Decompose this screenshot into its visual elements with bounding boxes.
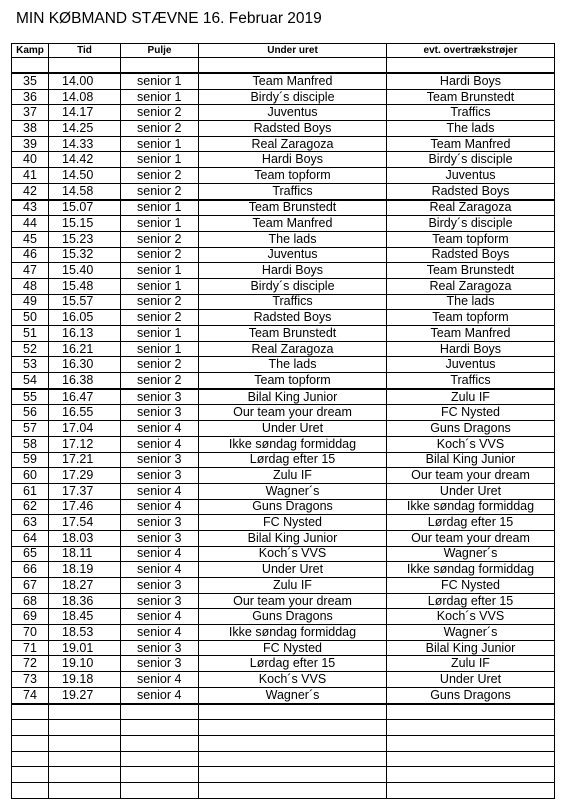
- cell-tid: 16.13: [49, 326, 121, 342]
- cell-kamp: 40: [12, 152, 49, 168]
- cell-kamp: 74: [12, 687, 49, 703]
- cell-pulje: senior 2: [121, 247, 199, 263]
- empty-cell: [12, 704, 49, 720]
- table-row: [12, 452, 555, 468]
- empty-cell: [199, 720, 387, 736]
- cell-overtraek: Real Zaragoza: [387, 200, 555, 216]
- header-kamp: Kamp: [12, 44, 49, 58]
- cell-pulje: senior 4: [121, 483, 199, 499]
- table-row: [12, 326, 555, 342]
- cell-pulje: senior 2: [121, 357, 199, 373]
- cell-overtraek: Guns Dragons: [387, 687, 555, 703]
- cell-overtraek: Wagner´s: [387, 546, 555, 562]
- cell-under-uret: Traffics: [199, 294, 387, 310]
- cell-overtraek: Bilal King Junior: [387, 452, 555, 468]
- cell-pulje: senior 2: [121, 105, 199, 121]
- cell-pulje: senior 1: [121, 216, 199, 232]
- cell-pulje: senior 2: [121, 168, 199, 184]
- empty-cell: [121, 751, 199, 767]
- cell-kamp: 61: [12, 483, 49, 499]
- cell-kamp: 55: [12, 389, 49, 405]
- cell-kamp: 37: [12, 105, 49, 121]
- cell-under-uret: Team topform: [199, 168, 387, 184]
- cell-kamp: 52: [12, 341, 49, 357]
- table-row: [12, 73, 555, 89]
- cell-under-uret: Ikke søndag formiddag: [199, 436, 387, 452]
- empty-cell: [49, 735, 121, 751]
- cell-under-uret: Our team your dream: [199, 405, 387, 421]
- empty-cell: [49, 767, 121, 783]
- cell-under-uret: Radsted Boys: [199, 310, 387, 326]
- cell-kamp: 70: [12, 625, 49, 641]
- empty-row: [12, 735, 555, 751]
- cell-under-uret: Birdy´s disciple: [199, 89, 387, 105]
- empty-cell: [387, 704, 555, 720]
- table-row: [12, 263, 555, 279]
- empty-cell: [387, 720, 555, 736]
- cell-kamp: 42: [12, 183, 49, 199]
- table-row: [12, 483, 555, 499]
- cell-pulje: senior 2: [121, 183, 199, 199]
- cell-kamp: 59: [12, 452, 49, 468]
- cell-overtraek: Juventus: [387, 357, 555, 373]
- cell-overtraek: The lads: [387, 294, 555, 310]
- table-row: [12, 436, 555, 452]
- table-row: [12, 499, 555, 515]
- cell-pulje: senior 3: [121, 640, 199, 656]
- cell-overtraek: Our team your dream: [387, 468, 555, 484]
- cell-tid: 18.19: [49, 562, 121, 578]
- cell-kamp: 39: [12, 136, 49, 152]
- empty-row: [12, 704, 555, 720]
- table-row: [12, 373, 555, 389]
- cell-kamp: 45: [12, 231, 49, 247]
- cell-kamp: 69: [12, 609, 49, 625]
- table-row: [12, 546, 555, 562]
- cell-under-uret: Real Zaragoza: [199, 341, 387, 357]
- table-row: [12, 562, 555, 578]
- table-row: [12, 389, 555, 405]
- cell-pulje: senior 2: [121, 231, 199, 247]
- cell-kamp: 72: [12, 656, 49, 672]
- cell-kamp: 49: [12, 294, 49, 310]
- cell-under-uret: Radsted Boys: [199, 121, 387, 137]
- cell-under-uret: Birdy´s disciple: [199, 278, 387, 294]
- cell-under-uret: Real Zaragoza: [199, 136, 387, 152]
- cell-kamp: 54: [12, 373, 49, 389]
- cell-overtraek: Hardi Boys: [387, 341, 555, 357]
- cell-under-uret: Team topform: [199, 373, 387, 389]
- cell-kamp: 50: [12, 310, 49, 326]
- cell-tid: 16.38: [49, 373, 121, 389]
- table-row: [12, 530, 555, 546]
- table-row: [12, 578, 555, 594]
- cell-pulje: senior 3: [121, 593, 199, 609]
- table-row: [12, 609, 555, 625]
- cell-kamp: 36: [12, 89, 49, 105]
- cell-pulje: senior 1: [121, 136, 199, 152]
- cell-overtraek: Team topform: [387, 231, 555, 247]
- empty-cell: [121, 767, 199, 783]
- schedule-table: [11, 43, 555, 799]
- table-row: [12, 405, 555, 421]
- table-row: [12, 625, 555, 641]
- cell-under-uret: Hardi Boys: [199, 152, 387, 168]
- cell-under-uret: Juventus: [199, 247, 387, 263]
- empty-cell: [387, 782, 555, 798]
- cell-under-uret: Lørdag efter 15: [199, 656, 387, 672]
- cell-under-uret: Wagner´s: [199, 483, 387, 499]
- cell-tid: 14.00: [49, 73, 121, 89]
- cell-under-uret: Koch´s VVS: [199, 672, 387, 688]
- cell-pulje: senior 1: [121, 89, 199, 105]
- cell-overtraek: Ikke søndag formiddag: [387, 499, 555, 515]
- cell-kamp: 73: [12, 672, 49, 688]
- cell-overtraek: Team topform: [387, 310, 555, 326]
- cell-pulje: senior 4: [121, 609, 199, 625]
- cell-kamp: 66: [12, 562, 49, 578]
- cell-pulje: senior 4: [121, 625, 199, 641]
- cell-overtraek: Traffics: [387, 105, 555, 121]
- cell-pulje: senior 1: [121, 152, 199, 168]
- cell-pulje: senior 3: [121, 389, 199, 405]
- cell-tid: 16.05: [49, 310, 121, 326]
- cell-tid: 14.58: [49, 183, 121, 199]
- empty-cell: [121, 720, 199, 736]
- empty-cell: [387, 735, 555, 751]
- cell-tid: 18.03: [49, 530, 121, 546]
- cell-kamp: 56: [12, 405, 49, 421]
- cell-overtraek: Radsted Boys: [387, 247, 555, 263]
- cell-pulje: senior 3: [121, 452, 199, 468]
- cell-kamp: 51: [12, 326, 49, 342]
- cell-tid: 15.23: [49, 231, 121, 247]
- empty-cell: [121, 782, 199, 798]
- cell-overtraek: FC Nysted: [387, 405, 555, 421]
- cell-pulje: senior 1: [121, 200, 199, 216]
- cell-kamp: 57: [12, 421, 49, 437]
- cell-overtraek: Wagner´s: [387, 625, 555, 641]
- cell-pulje: senior 4: [121, 687, 199, 703]
- table-row: [12, 216, 555, 232]
- cell-kamp: 46: [12, 247, 49, 263]
- cell-pulje: senior 4: [121, 546, 199, 562]
- table-row: [12, 231, 555, 247]
- cell-pulje: senior 3: [121, 515, 199, 531]
- cell-kamp: 62: [12, 499, 49, 515]
- cell-overtraek: Lørdag efter 15: [387, 515, 555, 531]
- table-row: [12, 200, 555, 216]
- cell-kamp: 71: [12, 640, 49, 656]
- empty-cell: [387, 767, 555, 783]
- cell-overtraek: Birdy´s disciple: [387, 152, 555, 168]
- cell-tid: 17.12: [49, 436, 121, 452]
- cell-tid: 17.04: [49, 421, 121, 437]
- empty-cell: [199, 704, 387, 720]
- table-row: [12, 656, 555, 672]
- cell-under-uret: Zulu IF: [199, 468, 387, 484]
- cell-kamp: 68: [12, 593, 49, 609]
- cell-tid: 16.21: [49, 341, 121, 357]
- cell-kamp: 67: [12, 578, 49, 594]
- cell-tid: 14.33: [49, 136, 121, 152]
- cell-kamp: 65: [12, 546, 49, 562]
- cell-tid: 14.25: [49, 121, 121, 137]
- cell-overtraek: Juventus: [387, 168, 555, 184]
- cell-tid: 14.17: [49, 105, 121, 121]
- header-pulje: Pulje: [121, 44, 199, 58]
- cell-kamp: 53: [12, 357, 49, 373]
- cell-overtraek: Guns Dragons: [387, 421, 555, 437]
- cell-overtraek: Under Uret: [387, 483, 555, 499]
- cell-pulje: senior 3: [121, 468, 199, 484]
- cell-overtraek: Lørdag efter 15: [387, 593, 555, 609]
- cell-pulje: senior 3: [121, 578, 199, 594]
- table-row: [12, 640, 555, 656]
- table-row: [12, 468, 555, 484]
- table-row: [12, 136, 555, 152]
- cell-tid: 15.40: [49, 263, 121, 279]
- cell-pulje: senior 1: [121, 73, 199, 89]
- cell-pulje: senior 1: [121, 341, 199, 357]
- cell-pulje: senior 3: [121, 656, 199, 672]
- cell-overtraek: Traffics: [387, 373, 555, 389]
- cell-under-uret: Ikke søndag formiddag: [199, 625, 387, 641]
- cell-tid: 16.30: [49, 357, 121, 373]
- empty-row: [12, 58, 555, 74]
- cell-tid: 15.48: [49, 278, 121, 294]
- cell-overtraek: Under Uret: [387, 672, 555, 688]
- cell-under-uret: Team Manfred: [199, 73, 387, 89]
- cell-under-uret: Team Manfred: [199, 216, 387, 232]
- cell-kamp: 64: [12, 530, 49, 546]
- cell-tid: 17.21: [49, 452, 121, 468]
- cell-under-uret: Guns Dragons: [199, 499, 387, 515]
- cell-pulje: senior 1: [121, 263, 199, 279]
- empty-cell: [12, 782, 49, 798]
- cell-kamp: 41: [12, 168, 49, 184]
- cell-tid: 15.15: [49, 216, 121, 232]
- cell-tid: 17.54: [49, 515, 121, 531]
- cell-tid: 19.01: [49, 640, 121, 656]
- cell-pulje: senior 1: [121, 278, 199, 294]
- table-row: [12, 152, 555, 168]
- cell-kamp: 58: [12, 436, 49, 452]
- cell-pulje: senior 4: [121, 436, 199, 452]
- empty-cell: [12, 720, 49, 736]
- table-row: [12, 310, 555, 326]
- cell-tid: 15.32: [49, 247, 121, 263]
- cell-pulje: senior 4: [121, 421, 199, 437]
- cell-pulje: senior 4: [121, 499, 199, 515]
- empty-cell: [199, 751, 387, 767]
- cell-overtraek: Our team your dream: [387, 530, 555, 546]
- cell-tid: 14.08: [49, 89, 121, 105]
- page-title: MIN KØBMAND STÆVNE 16. Februar 2019: [16, 10, 322, 27]
- cell-overtraek: Team Manfred: [387, 136, 555, 152]
- table-row: [12, 183, 555, 199]
- header-overtraek: evt. overtrækstrøjer: [387, 44, 555, 58]
- empty-cell: [199, 782, 387, 798]
- cell-overtraek: Zulu IF: [387, 389, 555, 405]
- cell-overtraek: The lads: [387, 121, 555, 137]
- cell-overtraek: Team Brunstedt: [387, 89, 555, 105]
- empty-cell: [121, 735, 199, 751]
- table-row: [12, 515, 555, 531]
- cell-kamp: 43: [12, 200, 49, 216]
- cell-under-uret: Koch´s VVS: [199, 546, 387, 562]
- cell-tid: 18.27: [49, 578, 121, 594]
- cell-overtraek: Team Brunstedt: [387, 263, 555, 279]
- empty-row: [12, 767, 555, 783]
- cell-under-uret: FC Nysted: [199, 640, 387, 656]
- cell-under-uret: FC Nysted: [199, 515, 387, 531]
- empty-row: [12, 782, 555, 798]
- table-row: [12, 168, 555, 184]
- header-under-uret: Under uret: [199, 44, 387, 58]
- empty-cell: [199, 767, 387, 783]
- cell-under-uret: Under Uret: [199, 562, 387, 578]
- empty-cell: [199, 735, 387, 751]
- table-row: [12, 89, 555, 105]
- cell-under-uret: Team Brunstedt: [199, 326, 387, 342]
- cell-pulje: senior 2: [121, 310, 199, 326]
- cell-tid: 18.45: [49, 609, 121, 625]
- cell-under-uret: Bilal King Junior: [199, 530, 387, 546]
- cell-under-uret: Our team your dream: [199, 593, 387, 609]
- cell-kamp: 47: [12, 263, 49, 279]
- cell-tid: 14.50: [49, 168, 121, 184]
- cell-tid: 15.07: [49, 200, 121, 216]
- cell-kamp: 63: [12, 515, 49, 531]
- cell-pulje: senior 1: [121, 326, 199, 342]
- cell-overtraek: Radsted Boys: [387, 183, 555, 199]
- cell-tid: 15.57: [49, 294, 121, 310]
- cell-overtraek: Hardi Boys: [387, 73, 555, 89]
- cell-under-uret: Under Uret: [199, 421, 387, 437]
- cell-overtraek: Birdy´s disciple: [387, 216, 555, 232]
- cell-under-uret: Guns Dragons: [199, 609, 387, 625]
- header-tid: Tid: [49, 44, 121, 58]
- empty-cell: [387, 751, 555, 767]
- empty-cell: [12, 751, 49, 767]
- cell-tid: 14.42: [49, 152, 121, 168]
- cell-overtraek: Koch´s VVS: [387, 436, 555, 452]
- cell-kamp: 35: [12, 73, 49, 89]
- cell-pulje: senior 4: [121, 672, 199, 688]
- table-row: [12, 247, 555, 263]
- cell-pulje: senior 2: [121, 294, 199, 310]
- table-row: [12, 341, 555, 357]
- cell-tid: 17.37: [49, 483, 121, 499]
- cell-tid: 19.27: [49, 687, 121, 703]
- empty-cell: [121, 704, 199, 720]
- empty-cell: [49, 720, 121, 736]
- cell-overtraek: Ikke søndag formiddag: [387, 562, 555, 578]
- cell-under-uret: Lørdag efter 15: [199, 452, 387, 468]
- cell-kamp: 38: [12, 121, 49, 137]
- table-row: [12, 672, 555, 688]
- table-row: [12, 687, 555, 703]
- cell-tid: 17.46: [49, 499, 121, 515]
- cell-pulje: senior 4: [121, 562, 199, 578]
- table-row: [12, 121, 555, 137]
- empty-row: [12, 720, 555, 736]
- empty-cell: [49, 751, 121, 767]
- cell-pulje: senior 2: [121, 121, 199, 137]
- cell-pulje: senior 3: [121, 530, 199, 546]
- cell-overtraek: FC Nysted: [387, 578, 555, 594]
- cell-tid: 19.10: [49, 656, 121, 672]
- cell-under-uret: Team Brunstedt: [199, 200, 387, 216]
- table-row: [12, 357, 555, 373]
- cell-under-uret: The lads: [199, 357, 387, 373]
- empty-cell: [49, 782, 121, 798]
- cell-kamp: 48: [12, 278, 49, 294]
- cell-overtraek: Koch´s VVS: [387, 609, 555, 625]
- cell-tid: 18.53: [49, 625, 121, 641]
- cell-tid: 16.55: [49, 405, 121, 421]
- cell-under-uret: Wagner´s: [199, 687, 387, 703]
- cell-kamp: 60: [12, 468, 49, 484]
- cell-under-uret: Traffics: [199, 183, 387, 199]
- table-row: [12, 294, 555, 310]
- cell-pulje: senior 2: [121, 373, 199, 389]
- cell-tid: 16.47: [49, 389, 121, 405]
- empty-cell: [49, 704, 121, 720]
- cell-tid: 18.11: [49, 546, 121, 562]
- cell-under-uret: Juventus: [199, 105, 387, 121]
- cell-pulje: senior 3: [121, 405, 199, 421]
- cell-overtraek: Bilal King Junior: [387, 640, 555, 656]
- cell-under-uret: The lads: [199, 231, 387, 247]
- cell-tid: 19.18: [49, 672, 121, 688]
- header-row: [12, 44, 555, 58]
- empty-cell: [12, 767, 49, 783]
- cell-overtraek: Real Zaragoza: [387, 278, 555, 294]
- cell-overtraek: Team Manfred: [387, 326, 555, 342]
- empty-row: [12, 751, 555, 767]
- cell-under-uret: Hardi Boys: [199, 263, 387, 279]
- cell-tid: 17.29: [49, 468, 121, 484]
- table-row: [12, 421, 555, 437]
- cell-tid: 18.36: [49, 593, 121, 609]
- empty-cell: [12, 735, 49, 751]
- table-row: [12, 278, 555, 294]
- cell-under-uret: Zulu IF: [199, 578, 387, 594]
- cell-kamp: 44: [12, 216, 49, 232]
- table-row: [12, 593, 555, 609]
- cell-under-uret: Bilal King Junior: [199, 389, 387, 405]
- table-row: [12, 105, 555, 121]
- cell-overtraek: Zulu IF: [387, 656, 555, 672]
